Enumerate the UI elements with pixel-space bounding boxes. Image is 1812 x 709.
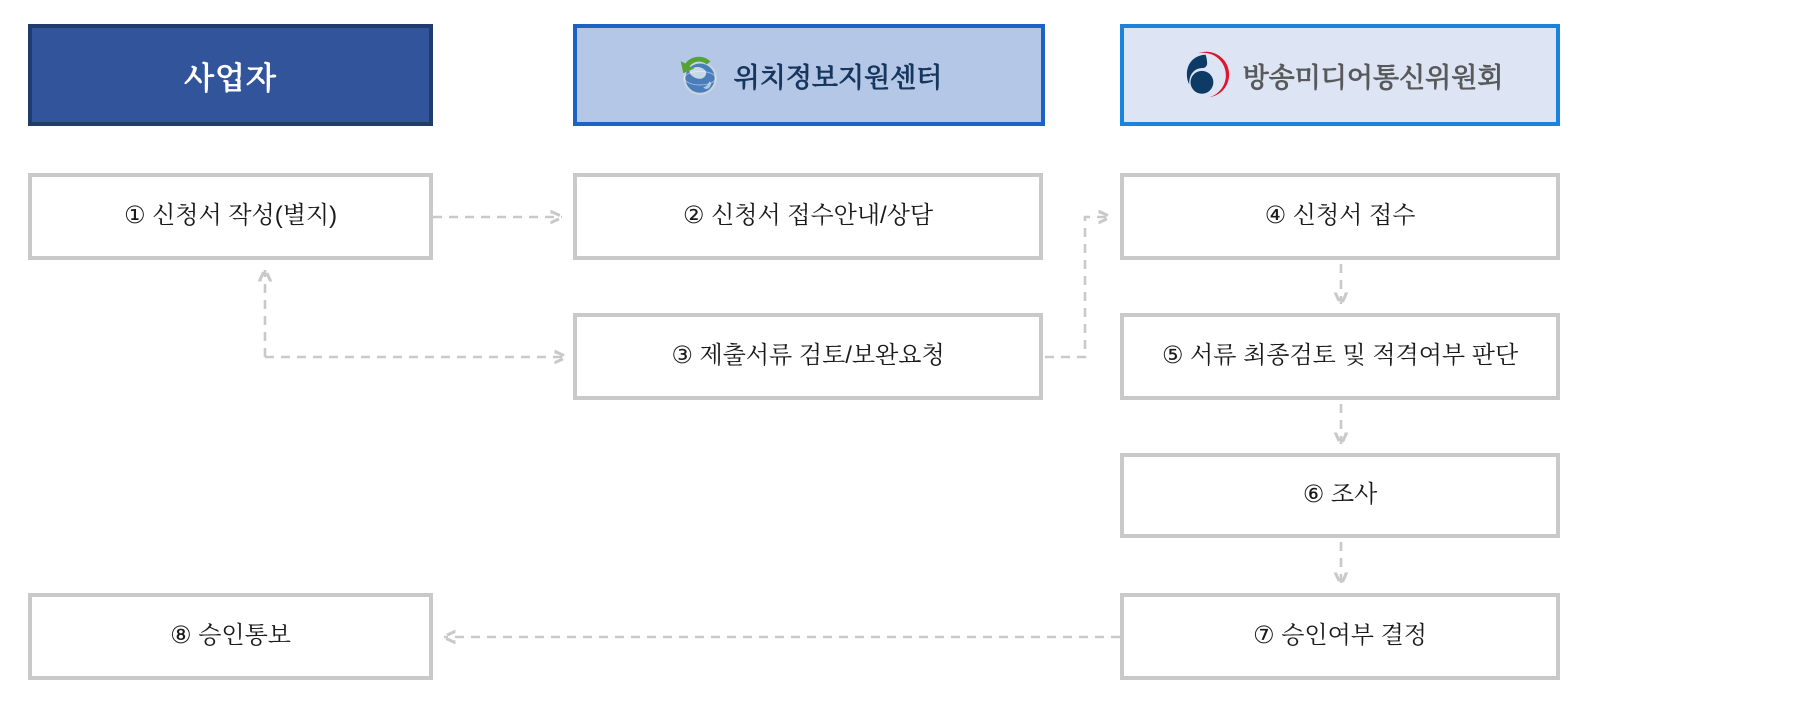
lane-label: 위치정보지원센터	[733, 62, 943, 93]
step-label: ② 신청서 접수안내/상담	[682, 202, 934, 230]
lane-label: 방송미디어통신위원회	[1242, 62, 1504, 93]
step-label: ⑧ 승인통보	[170, 622, 291, 650]
step-box-3-document-review	[573, 313, 1043, 400]
lane-header-support-center	[573, 24, 1045, 126]
connector-3-to-4-elbow	[1045, 217, 1110, 357]
step-label: ⑦ 승인여부 결정	[1253, 622, 1427, 650]
step-box-1-application-write	[28, 173, 433, 260]
step-box-6-investigation	[1120, 453, 1560, 538]
lane-header-commission	[1120, 24, 1560, 126]
step-label: ③ 제출서류 검토/보완요청	[671, 342, 945, 370]
step-label: ① 신청서 작성(별지)	[123, 202, 338, 230]
korea-gov-emblem-icon	[1177, 48, 1231, 102]
step-box-8-approval-notice	[28, 593, 433, 680]
lane-header-business	[28, 24, 433, 126]
step-box-5-final-review	[1120, 313, 1560, 400]
step-box-7-approval-decision	[1120, 593, 1560, 680]
lane-label: 사업자	[184, 60, 277, 96]
step-box-4-application-receipt	[1120, 173, 1560, 260]
globe-icon	[676, 52, 722, 98]
step-label: ⑤ 서류 최종검토 및 적격여부 판단	[1161, 342, 1519, 370]
step-label: ④ 신청서 접수	[1264, 202, 1416, 230]
step-label: ⑥ 조사	[1302, 481, 1378, 509]
step-box-2-reception-guide	[573, 173, 1043, 260]
